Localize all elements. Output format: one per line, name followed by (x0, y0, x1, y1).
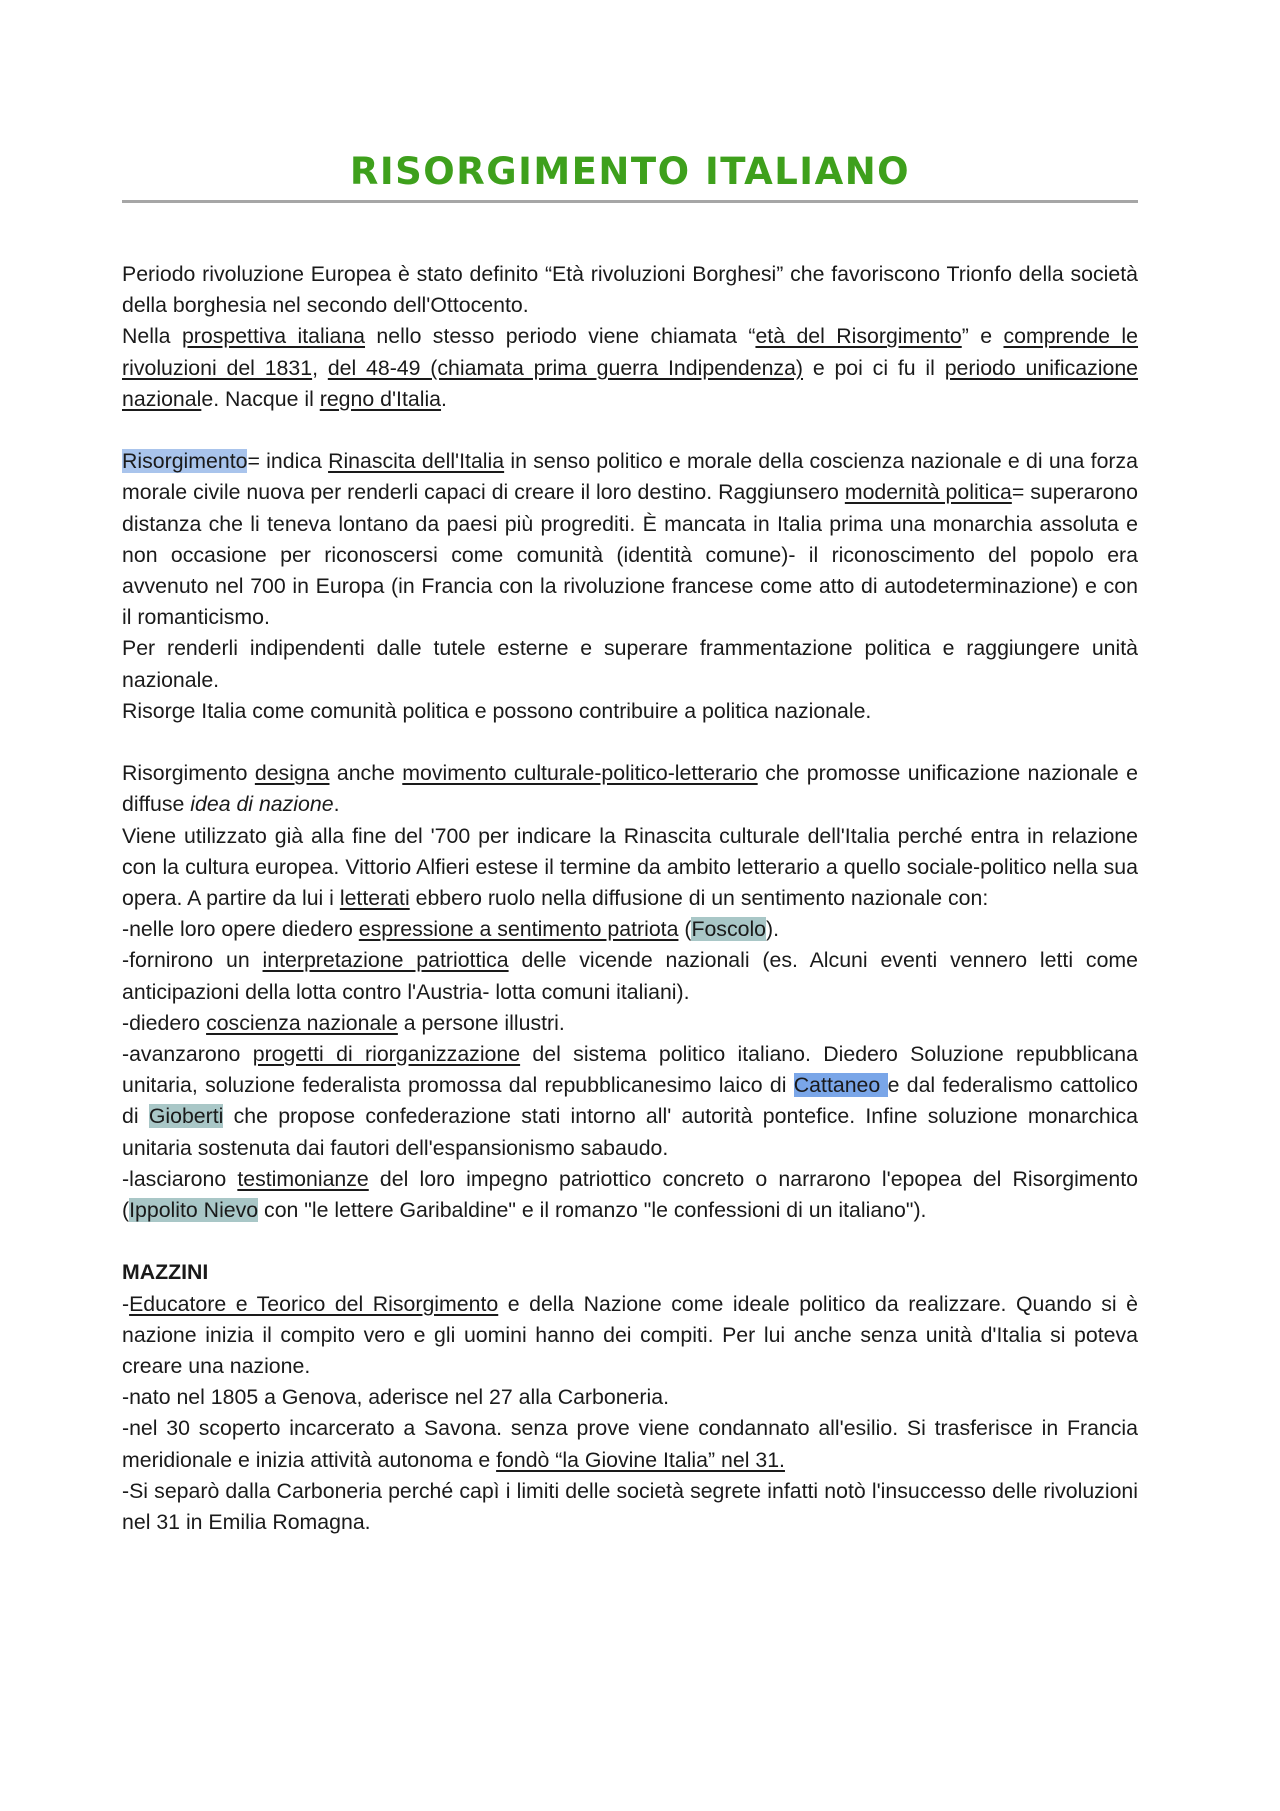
text-run: - (122, 1291, 130, 1316)
text-run: -avanzarono (122, 1042, 253, 1067)
text-run: -nelle loro opere diedero (122, 917, 359, 942)
text-run: e dal federalismo cattolico di (122, 1073, 1138, 1129)
text-run: anche (329, 761, 403, 786)
highlighted-text: Foscolo (691, 917, 767, 942)
text-run: Risorgimento (122, 761, 255, 786)
text-run: = superarono distanza che li teneva lontano da paesi più progrediti. È mancata in Italia prima una monarchia assoluta e non occasione per riconoscersi come comunità (identità comune)- il riconoscimento del popolo era avvenuto nel 700 in Europa (in Francia con la rivoluzione francese come atto di autodeterminazione) e con il romanticismo. (122, 480, 1138, 630)
text-run: ebbero ruolo nella diffusione di un sentimento nazionale con: (409, 886, 989, 911)
text-run: Nella (122, 324, 182, 349)
section-heading-mazzini: MAZZINI (122, 1260, 209, 1285)
text-run: -Si separò dalla Carboneria perché capì i limiti delle società segrete infatti notò l'insuccesso delle rivoluzioni nel 31 in Emilia Romagna. (122, 1478, 1138, 1535)
list-item-progetti (122, 1039, 1138, 1164)
blank-line (122, 727, 1138, 758)
paragraph-designa (122, 758, 1138, 820)
highlighted-text: Cattaneo (793, 1073, 888, 1098)
italic-text: idea di nazione (190, 792, 334, 817)
text-run: del sistema politico italiano. Diedero Soluzione repubblicana unitaria, soluzione federalista promossa dal repubblicanesimo laico di (122, 1042, 1138, 1098)
text-run: . (441, 386, 447, 411)
underlined-text: letterati (339, 886, 410, 911)
list-item-carboneria (122, 1476, 1138, 1538)
paragraph-alfieri (122, 821, 1138, 915)
paragraph-prospettiva (122, 321, 1138, 415)
text-run: ” e (961, 324, 1004, 349)
text-run: ). (766, 917, 780, 942)
underlined-text: fondò “la Giovine Italia” nel 31. (496, 1447, 785, 1472)
underlined-text: Rinascita dell'Italia (328, 449, 505, 474)
underlined-text: modernità politica (844, 480, 1012, 505)
text-run: delle vicende nazionali (es. Alcuni eventi vennero letti come anticipazioni della lotta contro l'Austria- lotta comuni italiani). (122, 948, 1138, 1004)
list-item-coscienza (122, 1008, 1138, 1039)
text-run: -diedero (122, 1010, 207, 1035)
paragraph-educatore (122, 1289, 1138, 1383)
list-item-nato (122, 1382, 1138, 1413)
text-run: nello stesso periodo viene chiamata “ (365, 324, 756, 349)
list-item-testimonianze (122, 1164, 1138, 1226)
underlined-text: interpretazione patriottica (262, 948, 509, 973)
text-run: del loro impegno patriottico concreto o narrarono l'epopea del Risorgimento ( (122, 1166, 1138, 1223)
document-page (122, 150, 1138, 1538)
text-run: ( (678, 917, 692, 942)
text-run: che promosse unificazione nazionale e diffuse (122, 761, 1138, 817)
text-run: che propose confederazione stati intorno all' autorità pontefice. Infine soluzione monarchica unitaria sostenuta dai fautori dell'espansionismo sabaudo. (122, 1104, 1138, 1160)
text-run: = indica (247, 449, 329, 474)
text-run: e poi ci fu il (803, 355, 945, 380)
blank-line (122, 415, 1138, 446)
text-run: e. Nacque il (201, 386, 320, 411)
underlined-text: Educatore e Teorico del Risorgimento (129, 1291, 499, 1316)
paragraph-risorgimento-definition (122, 446, 1138, 633)
underlined-text: progetti di riorganizzazione (252, 1042, 521, 1067)
underlined-text: regno d'Italia (319, 386, 442, 411)
paragraph-intro (122, 259, 1138, 321)
paragraph-indipendenti (122, 633, 1138, 695)
text-run: -nato nel 1805 a Genova, aderisce nel 27 alla Carboneria. (122, 1385, 669, 1410)
text-run: . (333, 792, 340, 817)
underlined-text: coscienza nazionale (206, 1010, 398, 1035)
text-run: a persone illustri. (397, 1010, 565, 1035)
text-run: Risorge Italia come comunità politica e possono contribuire a politica nazionale. (122, 698, 872, 723)
highlighted-text: Risorgimento (122, 449, 248, 474)
blank-line (122, 1226, 1138, 1257)
list-item-savona (122, 1413, 1138, 1475)
document-title: RISORGIMENTO ITALIANO (122, 150, 1138, 203)
text-run: , (312, 355, 328, 380)
text-run: Viene utilizzato già alla fine del '700 per indicare la Rinascita culturale dell'Italia perché entra in relazione con la cultura europea. Vittorio Alfieri estese il termine da ambito letterario a quello sociale-politico nella sua opera. A partire da lui i (122, 823, 1138, 911)
text-run: Per renderli indipendenti dalle tutele esterne e superare frammentazione politica e raggiungere unità nazionale. (122, 636, 1138, 692)
paragraph-risorge (122, 696, 1138, 727)
text-run: Periodo rivoluzione Europea è stato definito “Età rivoluzioni Borghesi” che favoriscono Trionfo della società della borghesia nel secondo dell'Ottocento. (122, 262, 1138, 318)
text-run: -lasciarono (122, 1166, 238, 1191)
text-run: -nel 30 scoperto incarcerato a Savona. senza prove viene condannato all'esilio. Si trasferisce in Francia meridionale e inizia attività autonoma e (122, 1416, 1138, 1472)
underlined-text: testimonianze (237, 1166, 369, 1191)
underlined-text: prospettiva italiana (181, 324, 366, 349)
underlined-text: movimento culturale-politico-letterario (402, 761, 758, 786)
underlined-text: comprende le rivoluzioni del 1831 (122, 324, 1139, 380)
underlined-text: età del Risorgimento (755, 324, 962, 349)
text-run: e della Nazione come ideale politico da realizzare. Quando si è nazione inizia il compito vero e gli uomini hanno dei compiti. Per lui anche senza unità d'Italia si poteva creare una nazione. (122, 1291, 1139, 1379)
title-spacer (122, 203, 1138, 259)
list-item-espressione (122, 914, 1138, 945)
underlined-text: designa (254, 761, 330, 786)
highlighted-text: Ippolito Nievo (129, 1198, 259, 1223)
text-run: -fornirono un (122, 948, 263, 973)
underlined-text: periodo unificazione nazional (122, 355, 1139, 411)
list-item-interpretazione (122, 945, 1138, 1007)
underlined-text: espressione a sentimento patriota (358, 917, 679, 942)
underlined-text: del 48-49 (chiamata prima guerra Indipendenza) (327, 355, 804, 380)
text-run: in senso politico e morale della coscienza nazionale e di una forza morale civile nuova per renderli capaci di creare il loro destino. Raggiunsero (122, 449, 1138, 505)
text-run: con "le lettere Garibaldine" e il romanzo "le confessioni di un italiano"). (258, 1198, 927, 1223)
highlighted-text: Gioberti (148, 1104, 224, 1129)
